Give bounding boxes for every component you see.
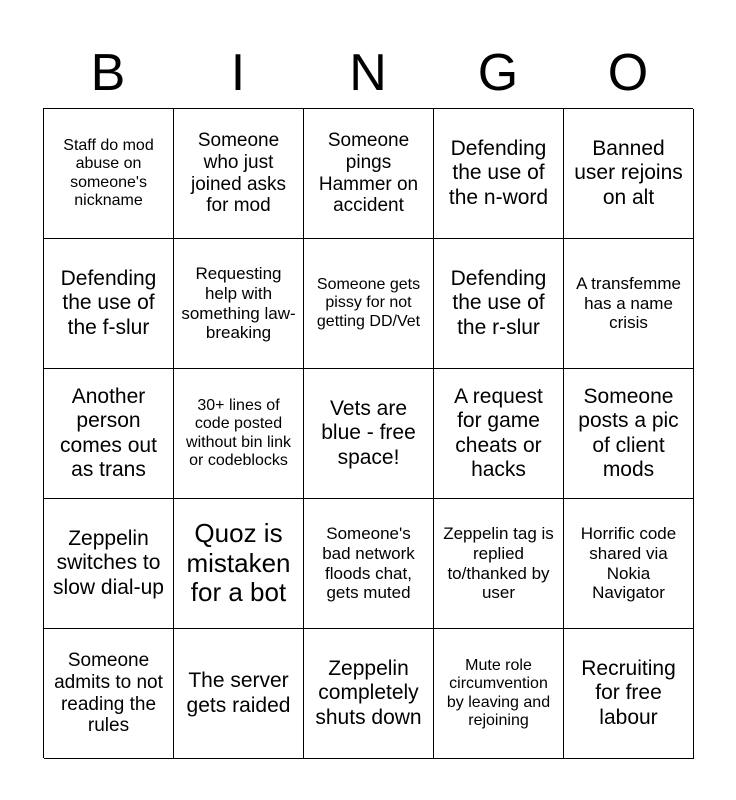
cell-text: Someone pings Hammer on accident [318, 129, 419, 217]
cell-text: A transfemme has a name crisis [576, 274, 681, 333]
cell-text: Someone's bad network floods chat, gets muted [322, 524, 415, 603]
cell-text: Someone gets pissy for not getting DD/Vet [316, 275, 421, 330]
header-letter-b: B [90, 44, 126, 102]
header-letter-n: N [349, 44, 387, 102]
cell-text: Requesting help with something law-breaking [181, 264, 296, 343]
cell-text: 30+ lines of code posted without bin link or codeblocks [186, 396, 291, 469]
bingo-cell[interactable] [304, 239, 434, 369]
bingo-cell[interactable] [434, 499, 564, 629]
cell-text: Vets are blue - free space! [321, 397, 416, 469]
cell-text: Someone who just joined asks for mod [190, 129, 287, 217]
cell-text: The server gets raided [186, 669, 291, 717]
bingo-cell[interactable] [174, 109, 304, 239]
cell-text: Mute role circumvention by leaving and rejoining [446, 656, 551, 729]
bingo-cell[interactable] [304, 369, 434, 499]
cell-text: Quoz is mistaken for a bot [186, 517, 291, 608]
cell-text: Defending the use of the r-slur [450, 267, 547, 339]
bingo-cell[interactable] [44, 629, 174, 759]
bingo-cell[interactable] [174, 629, 304, 759]
bingo-cell[interactable] [434, 629, 564, 759]
bingo-cell[interactable] [174, 239, 304, 369]
bingo-cell[interactable] [434, 239, 564, 369]
bingo-cell[interactable] [304, 499, 434, 629]
cell-text: Zeppelin completely shuts down [315, 657, 422, 729]
bingo-header [43, 38, 693, 108]
header-letter-o: O [607, 44, 649, 102]
cell-text: Someone admits to not reading the rules [54, 649, 163, 737]
bingo-cell[interactable] [564, 629, 694, 759]
cell-text: Someone posts a pic of client mods [578, 385, 679, 481]
bingo-cell[interactable] [44, 109, 174, 239]
cell-text: Zeppelin tag is replied to/thanked by user [443, 524, 554, 603]
cell-text: Zeppelin switches to slow dial-up [53, 527, 164, 599]
bingo-cell[interactable] [564, 369, 694, 499]
cell-text: Defending the use of the f-slur [60, 267, 157, 339]
bingo-cell[interactable] [434, 369, 564, 499]
bingo-board [43, 108, 693, 758]
cell-text: Defending the use of the n-word [448, 137, 549, 209]
cell-text: Horrific code shared via Nokia Navigator [580, 524, 677, 603]
bingo-cell[interactable] [564, 239, 694, 369]
bingo-cell[interactable] [304, 109, 434, 239]
cell-text: Another person comes out as trans [60, 385, 157, 481]
bingo-cell[interactable] [304, 629, 434, 759]
bingo-cell[interactable] [44, 239, 174, 369]
header-letter-g: G [477, 44, 519, 102]
cell-text: Recruiting for free labour [581, 657, 676, 729]
bingo-cell[interactable] [564, 109, 694, 239]
cell-text: A request for game cheats or hacks [454, 385, 543, 481]
bingo-cell[interactable] [174, 369, 304, 499]
bingo-cell[interactable] [44, 499, 174, 629]
bingo-cell[interactable] [174, 499, 304, 629]
header-letter-i: I [230, 44, 246, 102]
bingo-cell[interactable] [564, 499, 694, 629]
bingo-cell[interactable] [434, 109, 564, 239]
cell-text: Staff do mod abuse on someone's nickname [63, 136, 154, 209]
bingo-cell[interactable] [44, 369, 174, 499]
cell-text: Banned user rejoins on alt [574, 137, 683, 209]
